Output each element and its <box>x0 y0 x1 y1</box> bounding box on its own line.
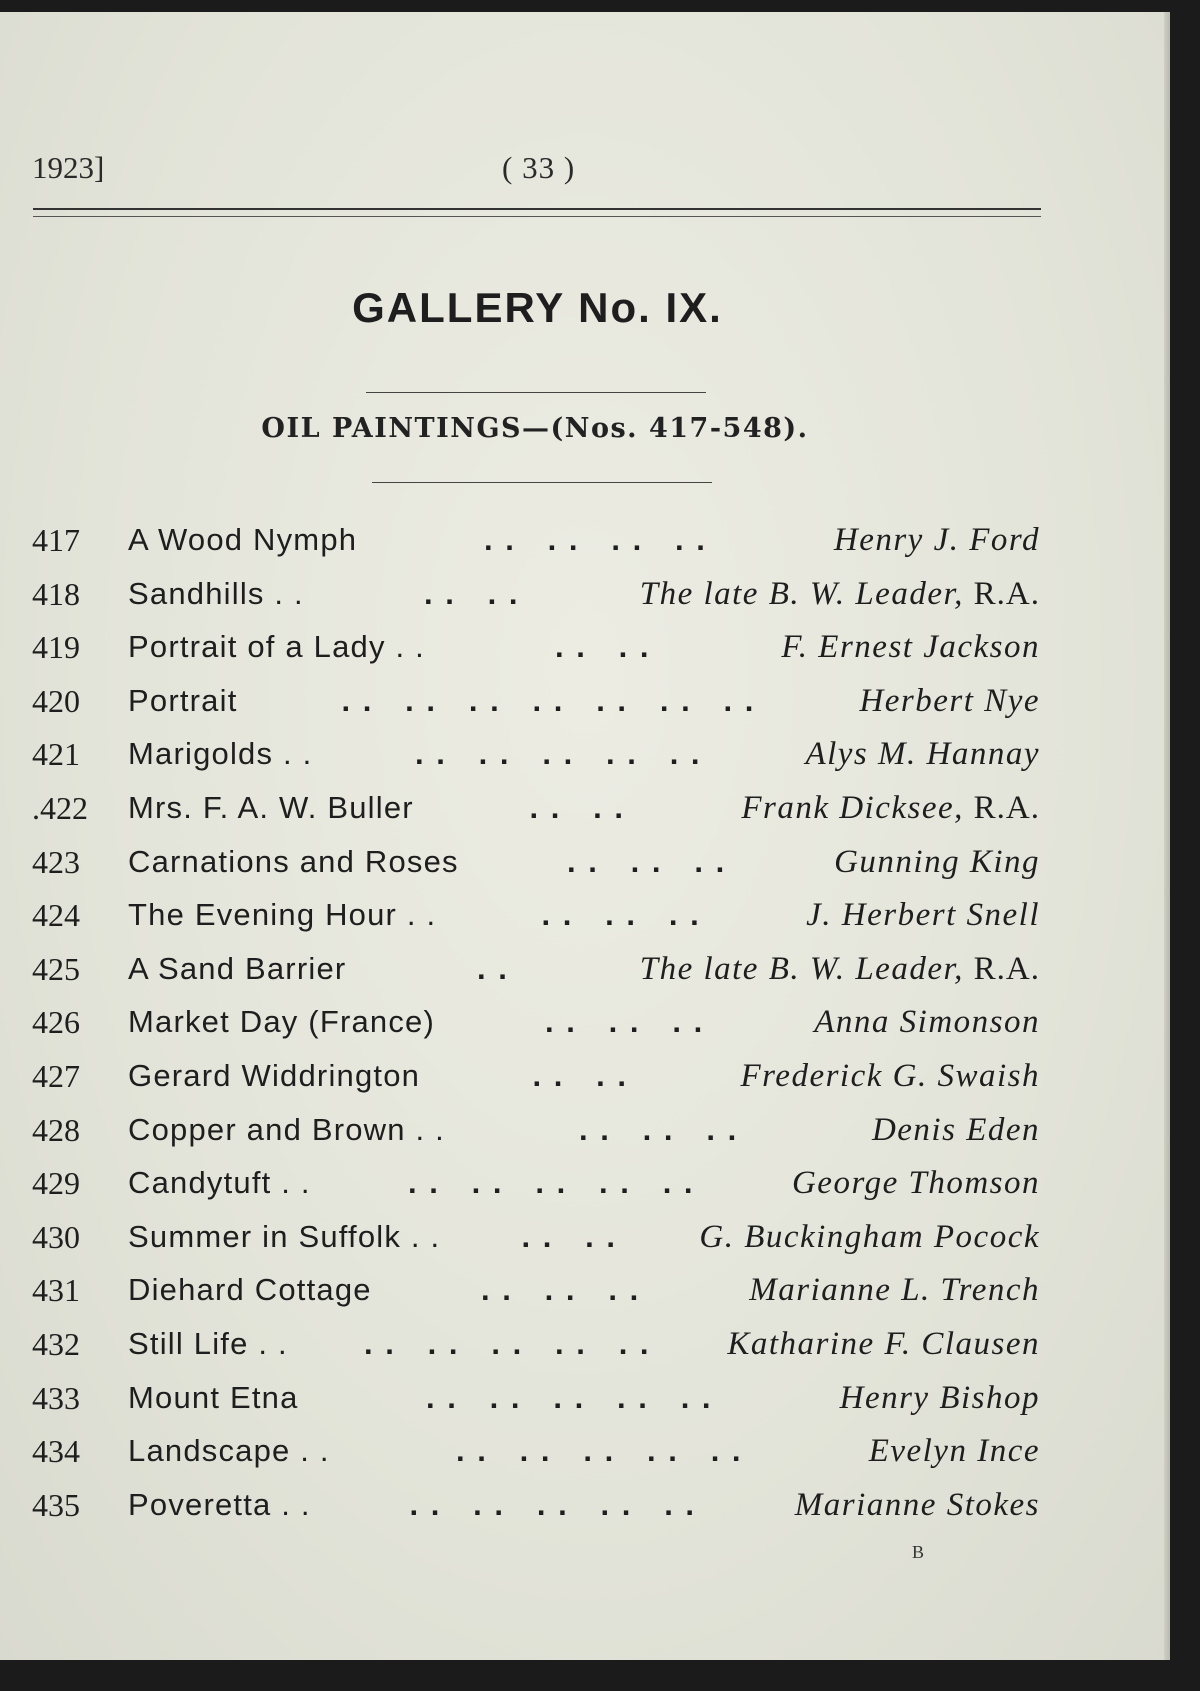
entry-title: Portrait of a Lady . . <box>128 629 425 665</box>
entry-artist <box>859 683 1040 720</box>
entry-artist <box>640 576 1040 613</box>
title-rule-bottom <box>372 482 712 483</box>
catalogue-entry <box>0 1380 1080 1434</box>
entry-number: .422 <box>32 789 88 826</box>
entry-artist <box>806 897 1040 934</box>
catalogue-entry <box>0 1272 1080 1326</box>
entry-title: Candytuft . . <box>128 1165 311 1201</box>
entry-number: 435 <box>32 1486 80 1523</box>
entry-artist <box>872 1112 1040 1149</box>
catalogue-entry <box>0 736 1080 790</box>
artist-name: Marianne L. Trench <box>749 1272 1040 1309</box>
entry-leader-dots: . . . . . . <box>567 843 727 879</box>
entry-title: Market Day (France) <box>128 1004 436 1040</box>
entry-title: Poveretta . . <box>128 1486 311 1522</box>
entry-number: 424 <box>32 897 80 934</box>
gallery-title: GALLERY No. IX. <box>352 284 723 331</box>
entry-title: Diehard Cottage <box>128 1272 372 1308</box>
entry-title: Summer in Suffolk . . <box>128 1218 441 1254</box>
entry-title: Still Life . . <box>128 1325 288 1361</box>
page-number: ( 33 ) <box>502 150 576 185</box>
entry-artist <box>840 1380 1040 1417</box>
artist-name: Denis Eden <box>871 1111 1040 1148</box>
entry-leader-dots: . . <box>477 950 509 986</box>
entry-number: 419 <box>32 629 80 666</box>
artist-honour-suffix: R.A. <box>973 575 1040 612</box>
catalogue-entry <box>0 1219 1080 1273</box>
running-head <box>32 150 1042 190</box>
entry-leader-dots: . . . . . . . . . . <box>456 1433 743 1469</box>
entry-title: Sandhills . . <box>128 575 304 611</box>
catalogue-entry <box>0 1112 1080 1166</box>
artist-name: George Thomson <box>791 1165 1040 1202</box>
artist-name: J. Herbert Snell <box>806 897 1040 934</box>
entry-title: Mrs. F. A. W. Buller <box>128 789 414 825</box>
entry-number: 417 <box>32 522 80 558</box>
entry-title: Copper and Brown . . <box>128 1111 445 1147</box>
entry-title: A Wood Nymph <box>128 522 358 557</box>
entry-number: 418 <box>32 575 80 612</box>
entry-title: Gerard Widdrington <box>128 1057 421 1093</box>
catalogue-entry <box>0 683 1080 737</box>
artist-name: Henry J. Ford <box>833 522 1040 558</box>
artist-name: Frank Dicksee, <box>741 789 964 826</box>
entry-leader-dots: . . . . . . . . <box>484 522 707 557</box>
catalogue-entry <box>0 951 1080 1005</box>
entry-title: The Evening Hour . . <box>128 897 437 933</box>
signature-mark: B <box>912 1542 925 1562</box>
entry-artist <box>792 1165 1040 1202</box>
entry-artist <box>834 522 1040 559</box>
artist-honour-suffix: R.A. <box>973 950 1040 987</box>
entry-title: Mount Etna <box>128 1379 299 1415</box>
entry-leader-dots: . . . . . . <box>541 897 701 933</box>
catalogue-entry <box>0 1165 1080 1219</box>
entry-number: 429 <box>32 1165 80 1202</box>
artist-honour-suffix: R.A. <box>973 789 1040 826</box>
header-double-rule <box>33 208 1041 217</box>
title-rule-top <box>366 392 706 393</box>
artist-name: Anna Simonson <box>814 1004 1040 1041</box>
entry-number: 430 <box>32 1218 80 1255</box>
catalogue-entry <box>0 576 1080 630</box>
entry-leader-dots: . . . . . . . . . . <box>409 1486 697 1522</box>
entry-leader-dots: . . . . . . . . . . . . . . <box>341 682 756 718</box>
artist-name: Marianne Stokes <box>794 1486 1040 1523</box>
catalogue-entry <box>0 790 1080 844</box>
entry-number: 434 <box>32 1433 80 1470</box>
entry-leader-dots: . . . . <box>529 789 626 825</box>
catalogue-page <box>0 12 1170 1660</box>
entry-number: 426 <box>32 1004 80 1041</box>
year-label: 1923] <box>32 150 105 185</box>
artist-name: The late B. W. Leader, <box>639 950 964 987</box>
entry-title: A Sand Barrier <box>128 950 347 986</box>
catalogue-entry <box>0 844 1080 898</box>
catalogue-entry <box>0 897 1080 951</box>
artist-name: Alys M. Hannay <box>805 736 1040 773</box>
entry-artist <box>834 844 1040 881</box>
entry-number: 431 <box>32 1272 80 1309</box>
catalogue-entry <box>0 629 1080 683</box>
entry-artist <box>805 736 1040 773</box>
entry-artist <box>795 1487 1040 1524</box>
catalogue-entry <box>0 522 1080 576</box>
artist-name: F. Ernest Jackson <box>781 629 1040 666</box>
entry-artist <box>727 1326 1040 1363</box>
entry-number: 421 <box>32 736 80 773</box>
entry-artist <box>741 1058 1040 1095</box>
catalogue-entry <box>0 1326 1080 1380</box>
catalogue-entry <box>0 1004 1080 1058</box>
entry-number: 428 <box>32 1111 80 1148</box>
entry-number: 433 <box>32 1379 80 1416</box>
entry-leader-dots: . . . . <box>555 629 651 665</box>
entry-leader-dots: . . . . <box>532 1057 629 1093</box>
artist-name: Katharine F. Clausen <box>727 1325 1040 1362</box>
entry-artist <box>741 790 1040 827</box>
entry-artist <box>869 1433 1040 1470</box>
entry-title: Portrait <box>128 682 238 718</box>
catalogue-entry <box>0 1058 1080 1112</box>
artist-name: Herbert Nye <box>859 682 1040 719</box>
artist-name: Henry Bishop <box>839 1379 1040 1416</box>
entry-title: Marigolds . . <box>128 736 313 772</box>
entry-number: 427 <box>32 1057 80 1094</box>
entry-title: Carnations and Roses <box>128 843 459 879</box>
entry-leader-dots: . . . . <box>521 1218 618 1254</box>
catalogue-entry <box>0 1487 1080 1541</box>
entry-leader-dots: . . . . . . <box>579 1111 739 1147</box>
entry-number: 420 <box>32 682 80 719</box>
artist-name: G. Buckingham Pocock <box>699 1218 1040 1255</box>
entry-number: 432 <box>32 1325 80 1362</box>
entry-leader-dots: . . . . . . <box>545 1004 705 1040</box>
entry-artist <box>814 1004 1040 1041</box>
entry-artist <box>749 1272 1040 1309</box>
entry-leader-dots: . . . . . . . . . . <box>426 1379 713 1415</box>
section-subtitle: OIL PAINTINGS—(Nos. 417-548). <box>261 413 809 444</box>
entry-number: 423 <box>32 843 80 880</box>
catalogue-list <box>0 522 1080 1540</box>
entry-artist <box>640 951 1040 988</box>
artist-name: The late B. W. Leader, <box>639 575 964 612</box>
artist-name: Frederick G. Swaish <box>740 1057 1040 1094</box>
entry-artist <box>699 1219 1040 1256</box>
entry-leader-dots: . . . . <box>424 575 520 611</box>
entry-leader-dots: . . . . . . . . . . <box>364 1325 651 1361</box>
entry-artist <box>781 629 1040 666</box>
entry-leader-dots: . . . . . . . . . . <box>415 736 702 772</box>
entry-number: 425 <box>32 950 80 987</box>
entry-leader-dots: . . . . . . . . . . <box>408 1165 695 1201</box>
entry-title: Landscape . . <box>128 1433 330 1469</box>
artist-name: Gunning King <box>834 843 1040 880</box>
catalogue-entry <box>0 1433 1080 1487</box>
artist-name: Evelyn Ince <box>868 1433 1040 1470</box>
entry-leader-dots: . . . . . . <box>481 1272 641 1308</box>
